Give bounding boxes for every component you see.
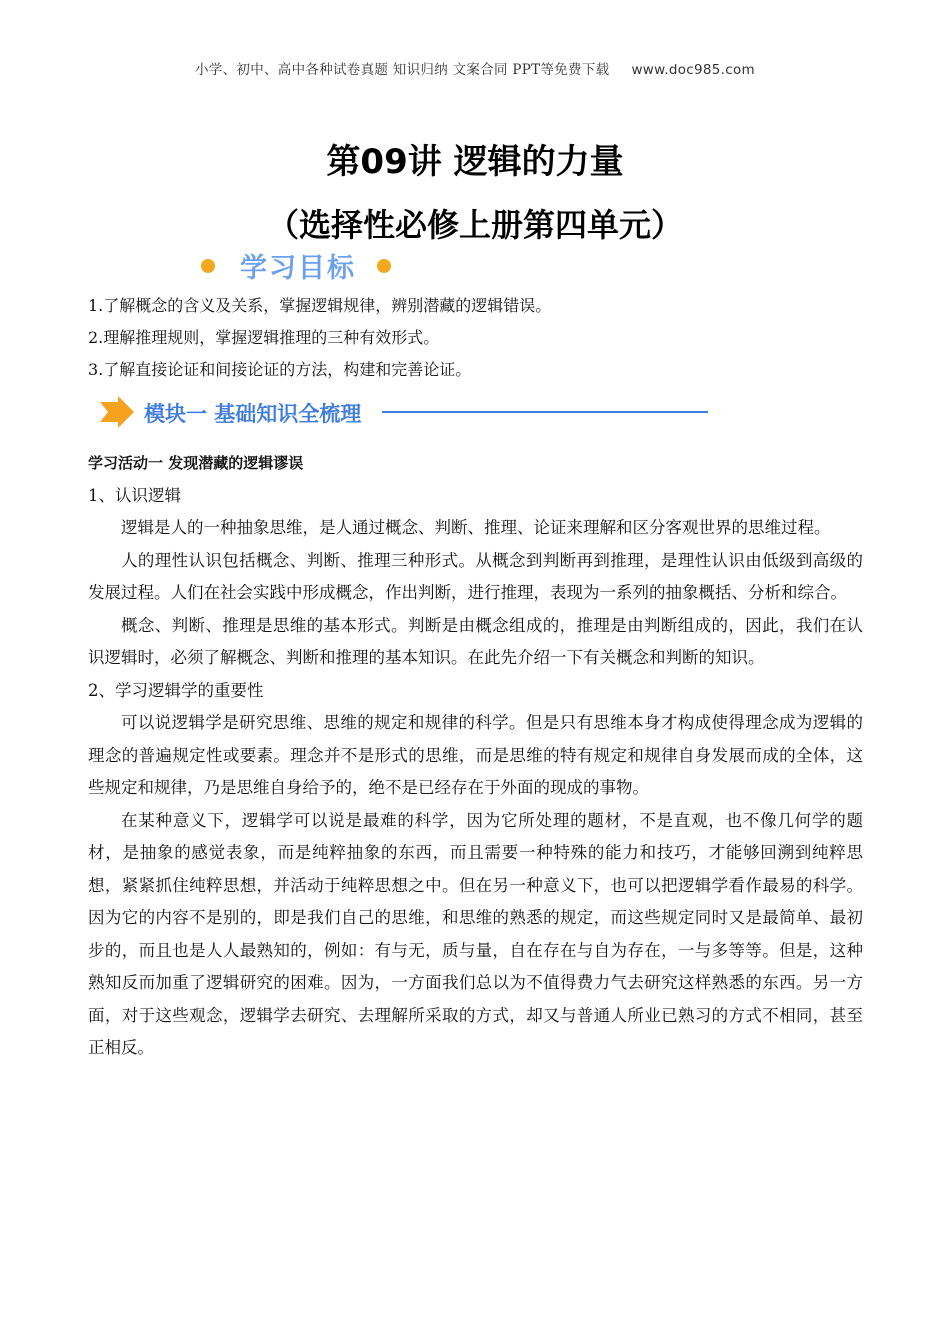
module-banner-label: 模块一 基础知识全梳理 [144, 402, 362, 426]
goal-item: 3.了解直接论证和间接论证的方法，构建和完善论证。 [88, 360, 472, 379]
banner-right-dot [377, 259, 391, 273]
header-url[interactable]: www.doc985.com [631, 62, 755, 78]
paragraph: 概念、判断、推理是思维的基本形式。判断是由概念组成的，推理是由判断组成的，因此，我们在认识逻辑时，必须了解概念、判断和推理的基本知识。在此先介绍一下有关概念和判断的知识。 [88, 615, 863, 667]
goals-list [88, 290, 868, 386]
arrow-icon [100, 396, 134, 428]
goal-item: 1.了解概念的含义及关系，掌握逻辑规律，辨别潜藏的逻辑错误。 [88, 296, 552, 315]
page-header [0, 58, 950, 78]
module-banner [100, 394, 710, 432]
page-title: 第09讲 逻辑的力量 [326, 142, 624, 182]
goals-banner [96, 250, 516, 286]
paragraph: 在某种意义下，逻辑学可以说是最难的科学，因为它所处理的题材，不是直观，也不像几何学的题材，是抽象的感觉表象，而是纯粹抽象的东西，而且需要一种特殊的能力和技巧，才能够回溯到纯粹思想，紧紧抓住纯粹思想，并活动于纯粹思想之中。但在另一种意义下，也可以把逻辑学看作最易的科学。因为它的内容不是别的，即是我们自己的思维，和思维的熟悉的规定，而这些规定同时又是最简单、最初步的，而且也是人人最熟知的，例如：有与无，质与量，自在存在与自为存在，一与多等等。但是，这种熟知反而加重了逻辑研究的困难。因为，一方面我们总以为不值得费力气去研究这样熟悉的东西。另一方面，对于这些观念，逻辑学去研究、去理解所采取的方式，却又与普通人所业已熟习的方式不相同，甚至正相反。 [88, 810, 863, 1057]
activity-heading: 学习活动一 发现潜藏的逻辑谬误 [88, 454, 304, 472]
goal-item: 2.理解推理规则，掌握逻辑推理的三种有效形式。 [88, 328, 440, 347]
goals-banner-label: 学习目标 [240, 253, 356, 284]
header-text: 小学、初中、高中各种试卷真题 知识归纳 文案合同 PPT等免费下载 [195, 62, 610, 78]
section-heading: 1、认识逻辑 [88, 485, 181, 505]
paragraph: 可以说逻辑学是研究思维、思维的规定和规律的科学。但是只有思维本身才构成使得理念成为逻辑的理念的普遍规定性或要素。理念并不是形式的思维，而是思维的特有规定和规律自身发展而成的全体，这些规定和规律，乃是思维自身给予的，绝不是已经存在于外面的现成的事物。 [88, 713, 863, 797]
page-subtitle: （选择性必修上册第四单元） [266, 206, 683, 244]
paragraph: 逻辑是人的一种抽象思维，是人通过概念、判断、推理、论证来理解和区分客观世界的思维过程。 [121, 518, 831, 537]
paragraph: 人的理性认识包括概念、判断、推理三种形式。从概念到判断再到推理，是理性认识由低级到高级的发展过程。人们在社会实践中形成概念，作出判断，进行推理，表现为一系列的抽象概括、分析和综合。 [88, 550, 863, 602]
banner-left-dot [201, 259, 215, 273]
section-heading: 2、学习逻辑学的重要性 [88, 680, 264, 700]
main-content [88, 447, 863, 1065]
